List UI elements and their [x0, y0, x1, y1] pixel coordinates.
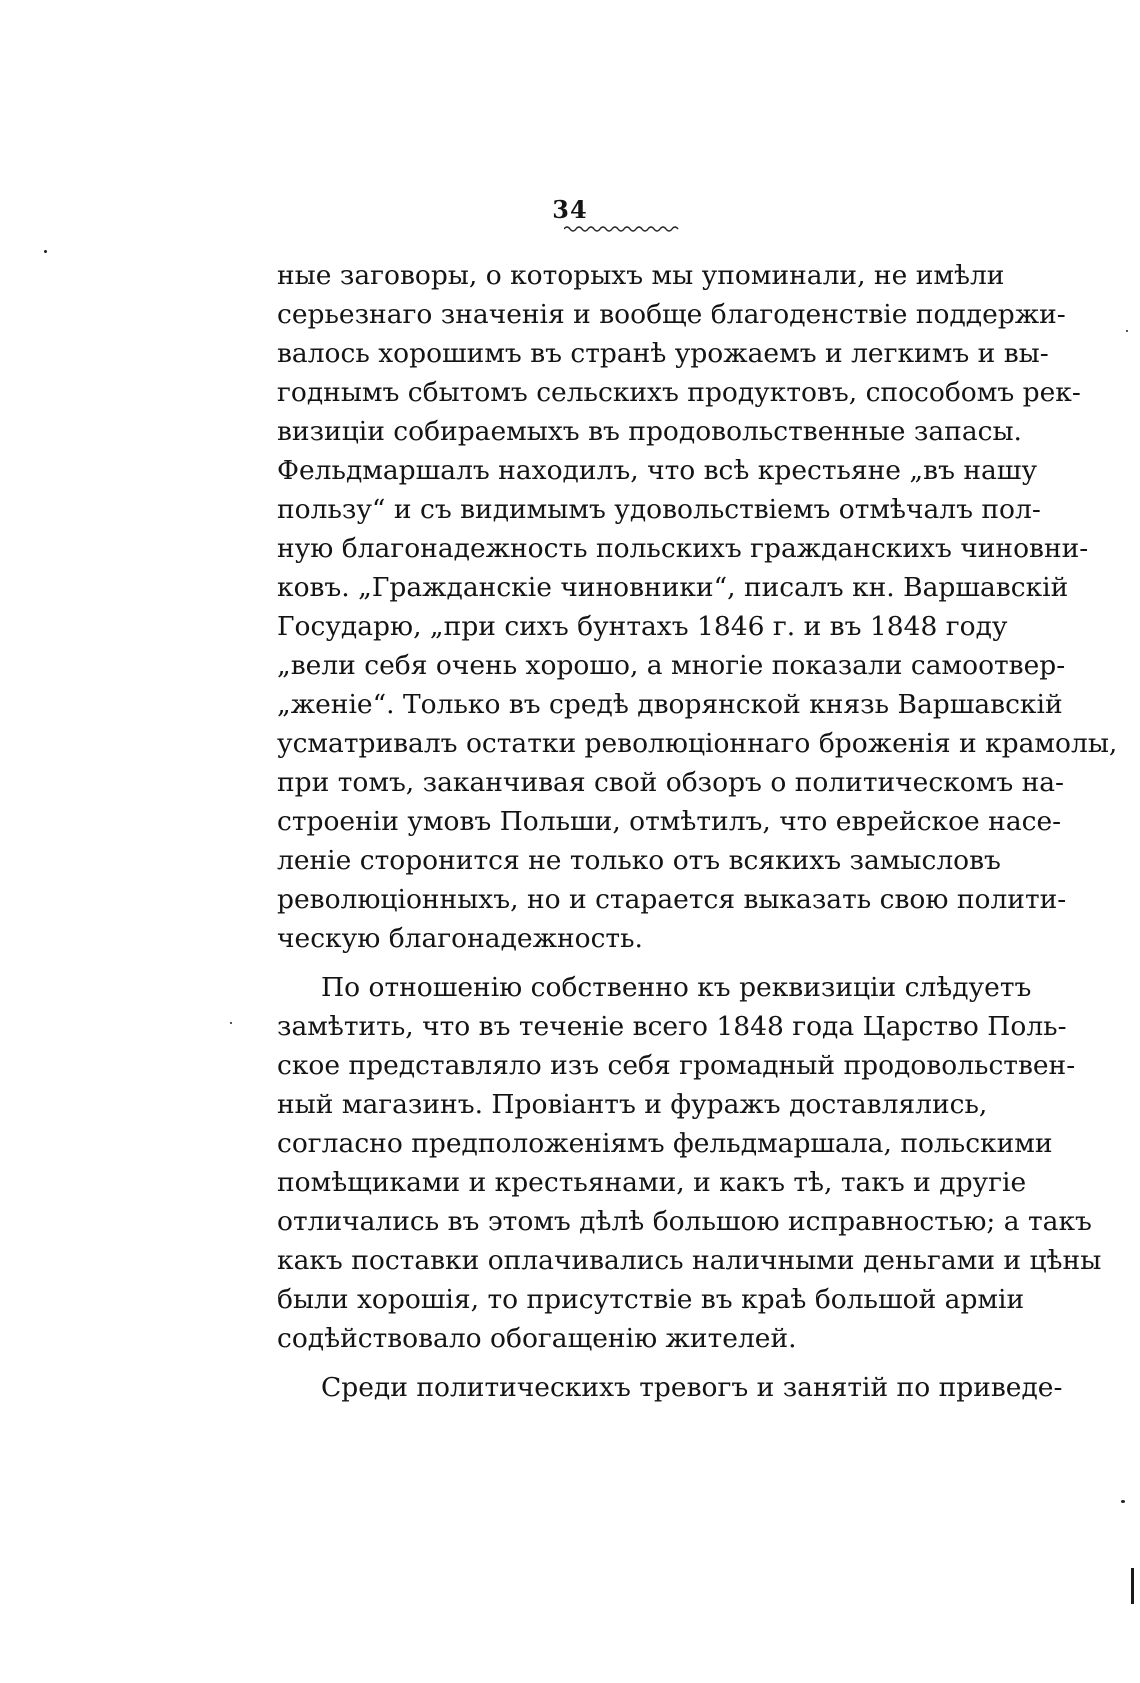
wavy-rule-ornament	[564, 224, 680, 234]
text-line: Фельдмаршалъ находилъ, что всѣ крестьяне „въ нашу	[277, 455, 1038, 486]
text-line: серьезнаго значенія и вообще благоденствіе поддержи-	[277, 299, 1066, 330]
text-line: усматривалъ остатки революціоннаго броженія и крамолы,	[277, 728, 1118, 759]
text-line: ные заговоры, о которыхъ мы упоминали, не имѣли	[277, 260, 1005, 291]
scan-speck	[1121, 1500, 1125, 1503]
paragraph-3	[277, 1368, 1063, 1407]
paragraph-gap	[277, 958, 981, 968]
text-line: какъ поставки оплачивались наличными деньгами и цѣны	[277, 1245, 1102, 1276]
paragraph-1	[277, 256, 1118, 958]
text-line: Среди политическихъ тревогъ и занятій по приведе-	[321, 1372, 1063, 1403]
text-line: визиціи собираемыхъ въ продовольственные запасы.	[277, 416, 1022, 447]
scan-speck	[230, 1022, 232, 1024]
text-line: при томъ, заканчивая свой обзоръ о политическомъ на-	[277, 767, 1065, 798]
scan-edge-mark	[1131, 1568, 1134, 1604]
scan-speck	[1126, 330, 1128, 332]
page-number: 34	[552, 195, 588, 224]
text-line: замѣтить, что въ теченіе всего 1848 года Царство Поль-	[277, 1011, 1067, 1042]
text-line: леніе сторонится не только отъ всякихъ замысловъ	[277, 845, 1001, 876]
text-line: Государю, „при сихъ бунтахъ 1846 г. и въ 1848 году	[277, 611, 1008, 642]
text-line: строеніи умовъ Польши, отмѣтилъ, что еврейское насе-	[277, 806, 1062, 837]
text-line: были хорошія, то присутствіе въ краѣ большой арміи	[277, 1284, 1025, 1315]
text-line: ный магазинъ. Провіантъ и фуражъ доставлялись,	[277, 1089, 988, 1120]
text-line: ское представляло изъ себя громадный продовольствен-	[277, 1050, 1076, 1081]
text-line: ческую благонадежность.	[277, 923, 643, 954]
text-line: „вели себя очень хорошо, а многіе показали самоотвер-	[277, 650, 1066, 681]
text-line: отличались въ этомъ дѣлѣ большою исправностью; а такъ	[277, 1206, 1092, 1237]
scan-speck	[44, 250, 47, 253]
paragraph-gap	[277, 1358, 981, 1368]
text-line: валось хорошимъ въ странѣ урожаемъ и легкимъ и вы-	[277, 338, 1049, 369]
paragraph-2	[277, 968, 1102, 1358]
text-line: По отношенію собственно къ реквизиціи слѣдуетъ	[321, 972, 1032, 1003]
text-line: помѣщиками и крестьянами, и какъ тѣ, такъ и другіе	[277, 1167, 1027, 1198]
text-line: ковъ. „Гражданскіе чиновники“, писалъ кн. Варшавскій	[277, 572, 1069, 603]
text-line: пользу“ и съ видимымъ удовольствіемъ отмѣчалъ пол-	[277, 494, 1041, 525]
text-line: содѣйствовало обогащенію жителей.	[277, 1323, 797, 1354]
body-text	[277, 256, 1118, 1407]
text-line: ную благонадежность польскихъ гражданскихъ чиновни-	[277, 533, 1089, 564]
text-line: революціонныхъ, но и старается выказать свою полити-	[277, 884, 1067, 915]
text-line: согласно предположеніямъ фельдмаршала, польскими	[277, 1128, 1053, 1159]
text-line: годнымъ сбытомъ сельскихъ продуктовъ, способомъ рек-	[277, 377, 1081, 408]
text-line: „женіе“. Только въ средѣ дворянской князь Варшавскій	[277, 689, 1063, 720]
